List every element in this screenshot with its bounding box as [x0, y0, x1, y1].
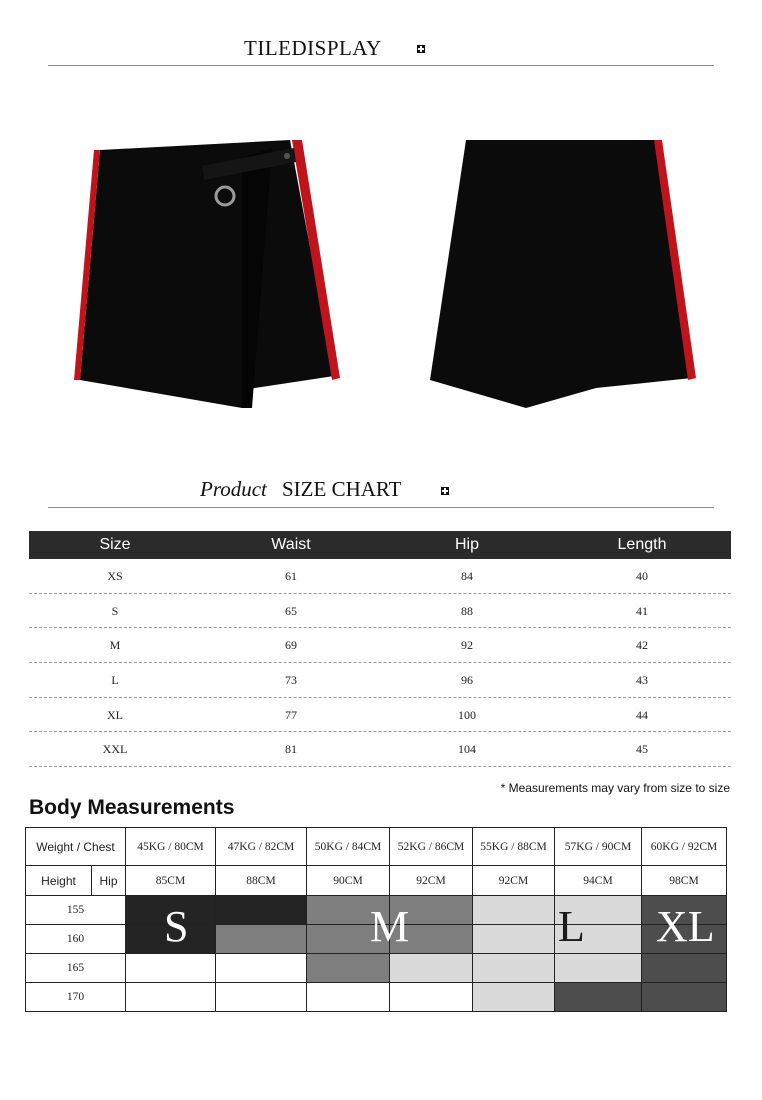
hip-cell: 90CM [307, 866, 390, 896]
size-zone-cell [126, 954, 216, 983]
table-row [29, 594, 731, 629]
weight-cell: 57KG / 90CM [555, 828, 642, 866]
table-cell: 40 [636, 569, 648, 583]
table-cell: 77 [285, 707, 297, 722]
weight-cell: 55KG / 88CM [473, 828, 555, 866]
size-zone-cell [555, 983, 642, 1012]
measurement-note: * Measurements may vary from size to size [500, 781, 730, 795]
size-zone-label-xl: XL [656, 902, 715, 951]
hip-label: Hip [92, 866, 126, 896]
product-photo-front [42, 118, 382, 428]
size-zone-cell [390, 954, 473, 983]
size-zone-cell [307, 954, 390, 983]
table-cell: 69 [285, 638, 297, 653]
size-zone-label-m: M [370, 902, 410, 951]
table-cell: 88 [461, 603, 473, 618]
height-cell: 160 [26, 925, 126, 954]
size-chart-header [48, 472, 714, 508]
size-zone-cell [642, 983, 727, 1012]
table-cell: M [109, 638, 121, 653]
column-header: Length [617, 536, 667, 553]
size-zone-cell [555, 954, 642, 983]
table-cell: XS [107, 569, 123, 583]
table-cell: 96 [461, 673, 473, 688]
size-chart-italic: Product [200, 477, 267, 501]
table-cell: 44 [636, 707, 648, 722]
height-label: Height [26, 866, 92, 896]
hip-cell: 98CM [642, 866, 727, 896]
table-cell: 104 [458, 742, 476, 757]
size-zone-label-l: L [558, 902, 585, 951]
height-cell: 155 [26, 896, 126, 925]
table-cell: 41 [636, 603, 648, 618]
table-cell: 92 [461, 638, 473, 653]
size-chart-title: SIZE CHART [282, 477, 402, 501]
table-row [29, 732, 731, 767]
column-header: Size [99, 536, 131, 553]
skirt-front-image [42, 118, 382, 428]
table-cell: L [111, 673, 119, 688]
table-row [29, 559, 731, 594]
hip-cell: 85CM [126, 866, 216, 896]
column-header: Hip [454, 536, 479, 553]
size-zone-cell [126, 983, 216, 1012]
plus-icon [417, 45, 425, 53]
size-zone-cell [473, 925, 555, 954]
column-header: Waist [271, 536, 311, 553]
hip-cell: 92CM [390, 866, 473, 896]
page-header [48, 28, 714, 66]
size-zone-cell [216, 925, 307, 954]
weight-cell: 60KG / 92CM [642, 828, 727, 866]
table-cell: 65 [285, 603, 297, 618]
table-row [29, 698, 731, 733]
size-zone-cell [216, 954, 307, 983]
hip-cell: 92CM [473, 866, 555, 896]
size-zone-label-s: S [164, 902, 189, 951]
plus-icon [441, 487, 449, 495]
size-table [29, 531, 731, 767]
weight-cell: 45KG / 80CM [126, 828, 216, 866]
table-cell: 100 [458, 707, 476, 722]
table-cell: S [111, 603, 119, 618]
table-cell: 81 [285, 742, 297, 757]
table-cell: 42 [636, 638, 648, 653]
weight-cell: 52KG / 86CM [390, 828, 473, 866]
size-zone-cell [390, 983, 473, 1012]
weight-cell: 47KG / 82CM [216, 828, 307, 866]
table-cell: 61 [285, 569, 297, 583]
table-cell: 45 [636, 742, 648, 757]
table-cell: 73 [285, 673, 297, 688]
size-zone-cell [473, 954, 555, 983]
brand-title: TILEDISPLAY [244, 36, 382, 60]
table-cell: 84 [461, 569, 473, 583]
height-cell: 165 [26, 954, 126, 983]
weight-chest-label: Weight / Chest [26, 828, 126, 866]
body-measurements-title: Body Measurements [29, 796, 235, 819]
size-zone-cell [216, 896, 307, 925]
size-zone-cell [642, 954, 727, 983]
table-row [29, 628, 731, 663]
hip-cell: 94CM [555, 866, 642, 896]
size-zone-cell [216, 983, 307, 1012]
table-cell: XXL [102, 742, 128, 757]
table-row [29, 663, 731, 698]
skirt-back-image [396, 118, 736, 428]
size-table-header [29, 531, 731, 559]
table-cell: XL [107, 707, 123, 722]
weight-cell: 50KG / 84CM [307, 828, 390, 866]
size-zone-cell [473, 983, 555, 1012]
size-zone-cell [307, 983, 390, 1012]
table-cell: 43 [636, 673, 648, 688]
hip-cell: 88CM [216, 866, 307, 896]
product-photo-back [396, 118, 736, 428]
height-cell: 170 [26, 983, 126, 1012]
size-zone-cell [473, 896, 555, 925]
